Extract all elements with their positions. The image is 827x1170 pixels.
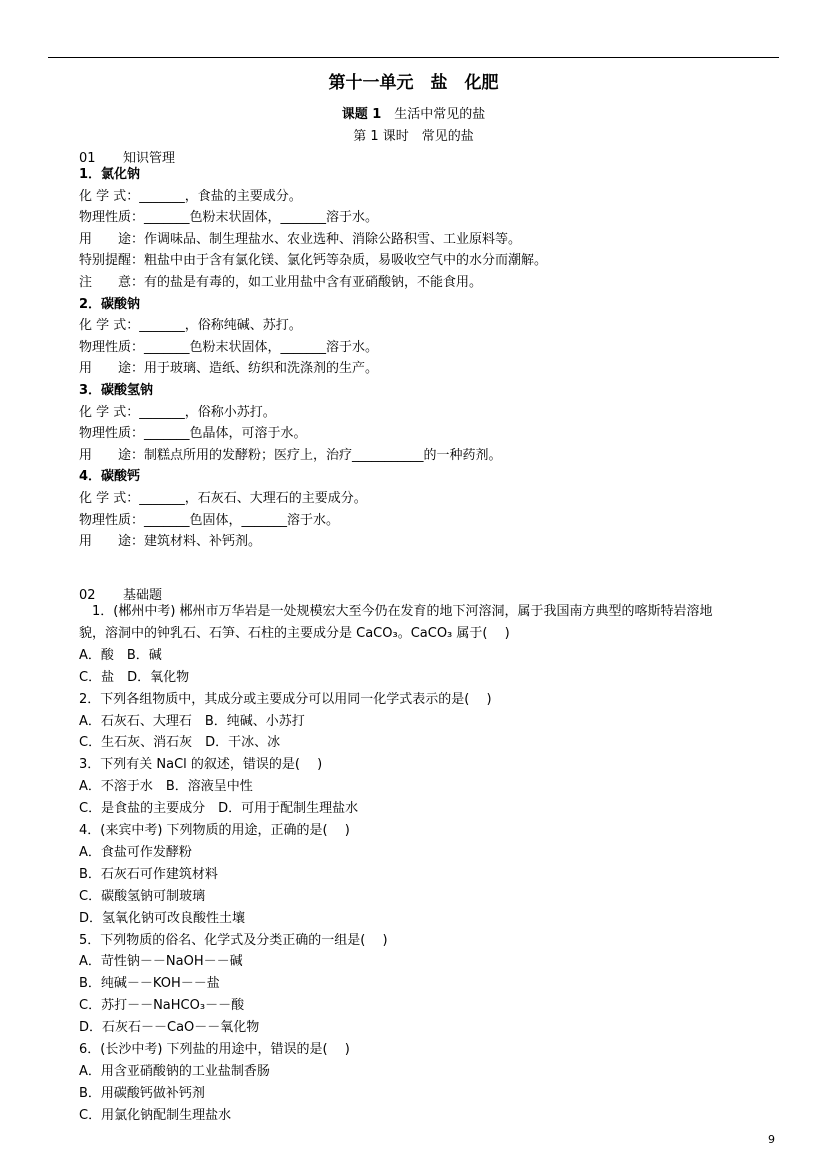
lesson-label: 课题 1 [341,107,382,122]
knowledge-line: 化 学 式：_______，俗称纯碱、苏打。 [79,318,302,334]
knowledge-line: 物理性质：_______色晶体，可溶于水。 [79,426,307,442]
knowledge-line: 用 途：建筑材料、补钙剂。 [79,534,262,550]
knowledge-line: 用 途：制糕点所用的发酵粉；医疗上，治疗___________的一种药剂。 [79,447,502,463]
lesson-name: 生活中常见的盐 [394,107,486,122]
knowledge-line: 特别提醒：粗盐中由于含有氯化镁、氯化钙等杂质，易吸收空气中的水分而潮解。 [79,253,548,269]
exercise-line: D．石灰石－－CaO－－氧化物 [79,1020,260,1036]
exercise-line: C．盐 D．氧化物 [79,669,190,685]
section-heading-2 [79,584,162,603]
knowledge-line: 用 途：作调味品、制生理盐水、农业选种、消除公路积雪、工业原料等。 [79,231,522,247]
exercise-line: D．氢氧化钠可改良酸性土壤 [79,910,246,926]
knowledge-line: 化 学 式：_______，石灰石、大理石的主要成分。 [79,491,367,506]
exercise-line: A．不溶于水 B．溶液呈中性 [79,779,253,795]
exercise-line: C．是食盐的主要成分 D．可用于配制生理盐水 [79,801,359,817]
knowledge-line: 1．氯化钠 [79,167,141,182]
knowledge-line: 2．碳酸钠 [79,296,141,312]
section-number: 01 [79,151,96,166]
unit-title: 第十一单元 盐 化肥 [328,73,499,93]
lesson-title [0,103,827,122]
header-rule [48,57,779,58]
exercise-line: A．苛性钠－－NaOH－－碱 [79,954,243,970]
exercise-line: A．食盐可作发酵粉 [79,844,192,860]
exercise-line: A．酸 B．碱 [79,647,162,663]
exercise-line: 5．下列物质的俗名、化学式及分类正确的一组是( ) [79,932,388,948]
knowledge-line: 注 意：有的盐是有毒的，如工业用盐中含有亚硝酸钠，不能食用。 [79,275,483,290]
exercise-line: 6．(长沙中考) 下列盐的用途中，错误的是( ) [79,1042,350,1057]
knowledge-line: 物理性质：_______色粉末状固体，_______溶于水。 [79,339,379,355]
exercise-line: 3．下列有关 NaCl 的叙述，错误的是( ) [79,757,323,773]
section-title: 知识管理 [123,151,176,166]
exercise-line: B．石灰石可作建筑材料 [79,866,218,882]
knowledge-line: 用 途：用于玻璃、造纸、纺织和洗涤剂的生产。 [79,361,379,377]
exercise-line: 1．(郴州中考) 郴州市万华岩是一处规模宏大至今仍在发育的地下河溶洞，属于我国南方典型的喀斯特岩溶地 [79,604,713,619]
exercise-line: B．用碳酸钙做补钙剂 [79,1085,205,1101]
section-number: 02 [79,588,96,603]
exercise-line: 2．下列各组物质中，其成分或主要成分可以用同一化学式表示的是( ) [79,691,492,707]
exercise-line: C．碳酸氢钠可制玻璃 [79,888,206,904]
page-number: 9 [768,1133,775,1146]
exercise-line: A．石灰石、大理石 B．纯碱、小苏打 [79,713,305,729]
exercise-line: C．用氯化钠配制生理盐水 [79,1107,232,1123]
exercise-line: C．苏打－－NaHCO₃－－酸 [79,998,245,1014]
exercise-line: B．纯碱－－KOH－－盐 [79,976,220,992]
knowledge-line: 化 学 式：_______，食盐的主要成分。 [79,188,302,204]
section-title: 基础题 [123,588,163,603]
knowledge-line: 3．碳酸氢钠 [79,383,154,398]
knowledge-line: 物理性质：_______色粉末状固体，_______溶于水。 [79,210,379,226]
knowledge-line: 化 学 式：_______，俗称小苏打。 [79,404,276,420]
exercise-line: 貌，溶洞中的钟乳石、石笋、石柱的主要成分是 CaCO₃。CaCO₃ 属于( ) [79,625,510,641]
knowledge-line: 物理性质：_______色固体，_______溶于水。 [79,512,340,528]
section-heading-1 [79,147,175,166]
knowledge-line: 4．碳酸钙 [79,469,141,485]
exercise-line: A．用含亚硝酸钠的工业盐制香肠 [79,1063,270,1079]
period-title: 第 1 课时 常见的盐 [353,129,474,144]
exercise-line: C．生石灰、消石灰 D．干冰、冰 [79,735,281,751]
exercise-line: 4．(来宾中考) 下列物质的用途，正确的是( ) [79,823,350,838]
